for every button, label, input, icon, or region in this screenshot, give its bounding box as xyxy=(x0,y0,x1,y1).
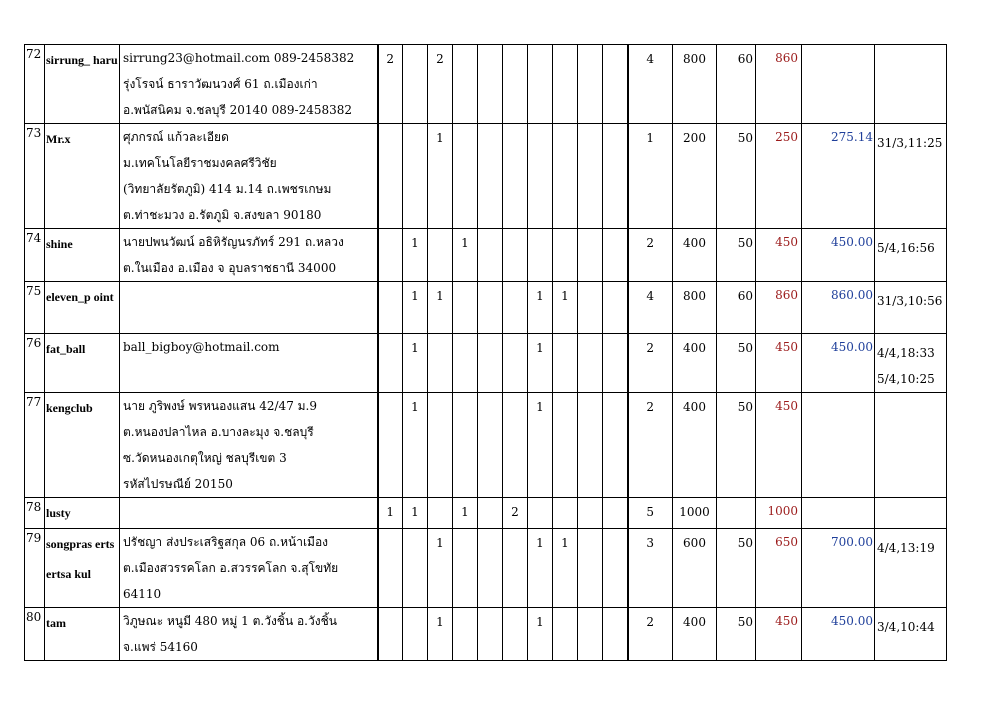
table-row xyxy=(25,282,947,334)
item-qty-cell xyxy=(553,498,578,529)
table-row xyxy=(25,45,947,124)
username: eleven_p oint xyxy=(45,282,120,334)
item-qty-cell xyxy=(528,498,553,529)
address-line: อ.พนัสนิคม จ.ชลบุรี 20140 089-2458382 xyxy=(123,103,353,117)
address-line: ปรัชญา ส่งประเสริฐสกุล 06 ถ.หน้าเมือง xyxy=(123,535,329,549)
address-line: นายปพนวัฒน์ อธิหิรัญนรภัทร์ 291 ถ.หลวง xyxy=(123,235,344,249)
payment-date-cell xyxy=(875,124,947,229)
item-qty-cell xyxy=(603,282,628,334)
address-line: ต.หนองปลาไหล อ.บางละมุง จ.ชลบุรี xyxy=(123,425,314,439)
item-qty-cell xyxy=(503,393,528,498)
order-sum: 450 xyxy=(756,393,802,498)
payment-date: 4/4,18:33 xyxy=(877,346,935,360)
item-qty-cell xyxy=(478,393,503,498)
item-qty-cell xyxy=(378,124,403,229)
shipping-fee: 50 xyxy=(717,608,756,661)
address-line: นาย ภูริพงษ์ พรหนองแสน 42/47 ม.9 xyxy=(123,399,318,413)
paid-amount: 860.00 xyxy=(802,282,875,334)
order-sum: 650 xyxy=(756,529,802,608)
address-cell xyxy=(120,45,378,124)
order-number: 75 xyxy=(25,282,45,334)
address-line: (วิทยาลัยรัตภูมิ) 414 ม.14 ถ.เพชรเกษม xyxy=(123,182,332,196)
item-qty-cell xyxy=(578,45,603,124)
order-sum: 250 xyxy=(756,124,802,229)
address-line: ball_bigboy@hotmail.com xyxy=(123,340,280,354)
table-row xyxy=(25,124,947,229)
amount: 400 xyxy=(673,334,717,393)
address-cell xyxy=(120,498,378,529)
payment-date-cell xyxy=(875,282,947,334)
item-qty-cell xyxy=(428,334,453,393)
item-qty-cell xyxy=(528,45,553,124)
order-number: 80 xyxy=(25,608,45,661)
order-sum: 860 xyxy=(756,45,802,124)
paid-amount: 450.00 xyxy=(802,334,875,393)
item-qty-cell xyxy=(528,124,553,229)
payment-date-cell xyxy=(875,393,947,498)
item-qty-cell xyxy=(478,608,503,661)
total-qty: 3 xyxy=(628,529,673,608)
item-qty-cell xyxy=(503,229,528,282)
shipping-fee: 50 xyxy=(717,529,756,608)
address-cell xyxy=(120,282,378,334)
address-cell xyxy=(120,334,378,393)
payment-date: 31/3,11:25 xyxy=(877,136,943,150)
item-qty-cell xyxy=(603,529,628,608)
item-qty-cell xyxy=(603,229,628,282)
item-qty-cell xyxy=(453,334,478,393)
item-qty-cell xyxy=(403,529,428,608)
address-line: sirrung23@hotmail.com 089-2458382 xyxy=(123,51,355,65)
amount: 400 xyxy=(673,608,717,661)
payment-date-cell xyxy=(875,45,947,124)
username: sirrung_ haru xyxy=(45,45,120,124)
ledger-body xyxy=(25,45,947,661)
paid-amount: 700.00 xyxy=(802,529,875,608)
item-qty-cell: 1 xyxy=(453,498,478,529)
item-qty-cell: 1 xyxy=(428,608,453,661)
item-qty-cell xyxy=(503,45,528,124)
paid-amount: 450.00 xyxy=(802,229,875,282)
item-qty-cell: 1 xyxy=(528,393,553,498)
table-row xyxy=(25,229,947,282)
item-qty-cell xyxy=(478,229,503,282)
item-qty-cell xyxy=(578,334,603,393)
username: tam xyxy=(45,608,120,661)
item-qty-cell xyxy=(428,498,453,529)
total-qty: 4 xyxy=(628,45,673,124)
shipping-fee: 50 xyxy=(717,124,756,229)
item-qty-cell xyxy=(403,608,428,661)
paid-amount xyxy=(802,45,875,124)
username: Mr.x xyxy=(45,124,120,229)
amount: 400 xyxy=(673,393,717,498)
item-qty-cell xyxy=(478,124,503,229)
item-qty-cell xyxy=(378,529,403,608)
payment-date: 5/4,10:25 xyxy=(877,372,935,386)
total-qty: 2 xyxy=(628,393,673,498)
item-qty-cell xyxy=(578,498,603,529)
order-sum: 450 xyxy=(756,229,802,282)
item-qty-cell xyxy=(528,229,553,282)
payment-date: 3/4,10:44 xyxy=(877,620,935,634)
shipping-fee: 60 xyxy=(717,45,756,124)
payment-date-cell xyxy=(875,229,947,282)
address-cell xyxy=(120,608,378,661)
table-row xyxy=(25,529,947,608)
table-row xyxy=(25,498,947,529)
item-qty-cell xyxy=(478,282,503,334)
item-qty-cell xyxy=(453,124,478,229)
payment-date: 31/3,10:56 xyxy=(877,294,943,308)
item-qty-cell: 1 xyxy=(553,529,578,608)
item-qty-cell: 1 xyxy=(403,229,428,282)
total-qty: 2 xyxy=(628,334,673,393)
item-qty-cell: 1 xyxy=(403,393,428,498)
username: songpras ertsertsa kul xyxy=(45,529,120,608)
address-line: ม.เทคโนโลยีราชมงคลศรีวิชัย xyxy=(123,156,277,170)
item-qty-cell xyxy=(378,608,403,661)
order-number: 73 xyxy=(25,124,45,229)
address-line: รหัสไปรษณีย์ 20150 xyxy=(123,477,233,491)
item-qty-cell xyxy=(478,334,503,393)
item-qty-cell xyxy=(378,334,403,393)
shipping-fee: 50 xyxy=(717,334,756,393)
item-qty-cell: 1 xyxy=(528,608,553,661)
total-qty: 2 xyxy=(628,229,673,282)
address-line: ต.ในเมือง อ.เมือง จ อุบลราชธานี 34000 xyxy=(123,261,337,275)
item-qty-cell xyxy=(553,608,578,661)
item-qty-cell: 1 xyxy=(528,334,553,393)
payment-date-cell xyxy=(875,498,947,529)
item-qty-cell xyxy=(453,45,478,124)
payment-date-cell xyxy=(875,529,947,608)
address-line: ต.เมืองสวรรคโลก อ.สวรรคโลก จ.สุโขทัย xyxy=(123,561,339,575)
item-qty-cell xyxy=(478,498,503,529)
address-line: วิภูษณะ หนูมี 480 หมู่ 1 ต.วังชิ้น อ.วังชิ้น xyxy=(123,614,337,628)
payment-date: 5/4,16:56 xyxy=(877,241,935,255)
item-qty-cell: 1 xyxy=(528,282,553,334)
item-qty-cell xyxy=(453,393,478,498)
order-number: 76 xyxy=(25,334,45,393)
order-number: 74 xyxy=(25,229,45,282)
order-sum: 1000 xyxy=(756,498,802,529)
order-number: 79 xyxy=(25,529,45,608)
amount: 1000 xyxy=(673,498,717,529)
address-line: จ.แพร่ 54160 xyxy=(123,640,198,654)
total-qty: 5 xyxy=(628,498,673,529)
item-qty-cell: 1 xyxy=(403,282,428,334)
item-qty-cell xyxy=(578,529,603,608)
item-qty-cell: 1 xyxy=(528,529,553,608)
table-row xyxy=(25,334,947,393)
item-qty-cell xyxy=(378,393,403,498)
item-qty-cell xyxy=(503,608,528,661)
order-sum: 450 xyxy=(756,608,802,661)
amount: 800 xyxy=(673,45,717,124)
item-qty-cell xyxy=(553,124,578,229)
item-qty-cell xyxy=(603,608,628,661)
username: lusty xyxy=(45,498,120,529)
item-qty-cell xyxy=(553,229,578,282)
order-number: 77 xyxy=(25,393,45,498)
item-qty-cell xyxy=(378,282,403,334)
item-qty-cell xyxy=(428,229,453,282)
shipping-fee: 50 xyxy=(717,229,756,282)
order-number: 78 xyxy=(25,498,45,529)
item-qty-cell xyxy=(428,393,453,498)
amount: 800 xyxy=(673,282,717,334)
address-cell xyxy=(120,229,378,282)
shipping-fee xyxy=(717,498,756,529)
item-qty-cell: 1 xyxy=(553,282,578,334)
paid-amount: 450.00 xyxy=(802,608,875,661)
item-qty-cell xyxy=(453,608,478,661)
paid-amount xyxy=(802,498,875,529)
table-row xyxy=(25,608,947,661)
item-qty-cell xyxy=(603,498,628,529)
item-qty-cell xyxy=(403,45,428,124)
item-qty-cell xyxy=(603,124,628,229)
item-qty-cell xyxy=(578,608,603,661)
order-ledger-table xyxy=(24,44,947,661)
item-qty-cell xyxy=(453,529,478,608)
amount: 400 xyxy=(673,229,717,282)
item-qty-cell xyxy=(578,393,603,498)
address-line: รุ่งโรจน์ ธาราวัฒนวงศ์ 61 ถ.เมืองเก่า xyxy=(123,77,318,91)
total-qty: 1 xyxy=(628,124,673,229)
payment-date-cell xyxy=(875,334,947,393)
address-line: ต.ท่าชะมวง อ.รัตภูมิ จ.สงขลา 90180 xyxy=(123,208,322,222)
paid-amount xyxy=(802,393,875,498)
item-qty-cell: 2 xyxy=(378,45,403,124)
item-qty-cell: 1 xyxy=(428,124,453,229)
address-cell xyxy=(120,393,378,498)
total-qty: 4 xyxy=(628,282,673,334)
item-qty-cell xyxy=(603,45,628,124)
item-qty-cell: 2 xyxy=(428,45,453,124)
shipping-fee: 60 xyxy=(717,282,756,334)
shipping-fee: 50 xyxy=(717,393,756,498)
item-qty-cell xyxy=(403,124,428,229)
item-qty-cell xyxy=(553,393,578,498)
item-qty-cell xyxy=(453,282,478,334)
item-qty-cell xyxy=(378,229,403,282)
payment-date-cell xyxy=(875,608,947,661)
address-line: ซ.วัดหนองเกตุใหญ่ ชลบุรีเขต 3 xyxy=(123,451,287,465)
username: shine xyxy=(45,229,120,282)
item-qty-cell: 1 xyxy=(403,498,428,529)
table-row xyxy=(25,393,947,498)
item-qty-cell: 1 xyxy=(403,334,428,393)
item-qty-cell: 1 xyxy=(378,498,403,529)
item-qty-cell: 1 xyxy=(428,529,453,608)
paid-amount: 275.14 xyxy=(802,124,875,229)
item-qty-cell xyxy=(503,529,528,608)
payment-date: 4/4,13:19 xyxy=(877,541,935,555)
order-sum: 450 xyxy=(756,334,802,393)
amount: 200 xyxy=(673,124,717,229)
item-qty-cell xyxy=(553,334,578,393)
item-qty-cell: 2 xyxy=(503,498,528,529)
item-qty-cell xyxy=(553,45,578,124)
total-qty: 2 xyxy=(628,608,673,661)
order-number: 72 xyxy=(25,45,45,124)
item-qty-cell xyxy=(578,282,603,334)
item-qty-cell xyxy=(503,282,528,334)
item-qty-cell xyxy=(478,45,503,124)
username: kengclub xyxy=(45,393,120,498)
item-qty-cell xyxy=(503,124,528,229)
item-qty-cell xyxy=(478,529,503,608)
username: fat_ball xyxy=(45,334,120,393)
item-qty-cell xyxy=(578,229,603,282)
address-cell xyxy=(120,124,378,229)
item-qty-cell xyxy=(603,334,628,393)
item-qty-cell xyxy=(603,393,628,498)
item-qty-cell xyxy=(503,334,528,393)
address-cell xyxy=(120,529,378,608)
item-qty-cell: 1 xyxy=(453,229,478,282)
item-qty-cell xyxy=(578,124,603,229)
item-qty-cell: 1 xyxy=(428,282,453,334)
amount: 600 xyxy=(673,529,717,608)
address-line: 64110 xyxy=(123,587,162,601)
order-sum: 860 xyxy=(756,282,802,334)
address-line: ศุภกรณ์ แก้วละเอียด xyxy=(123,130,229,144)
